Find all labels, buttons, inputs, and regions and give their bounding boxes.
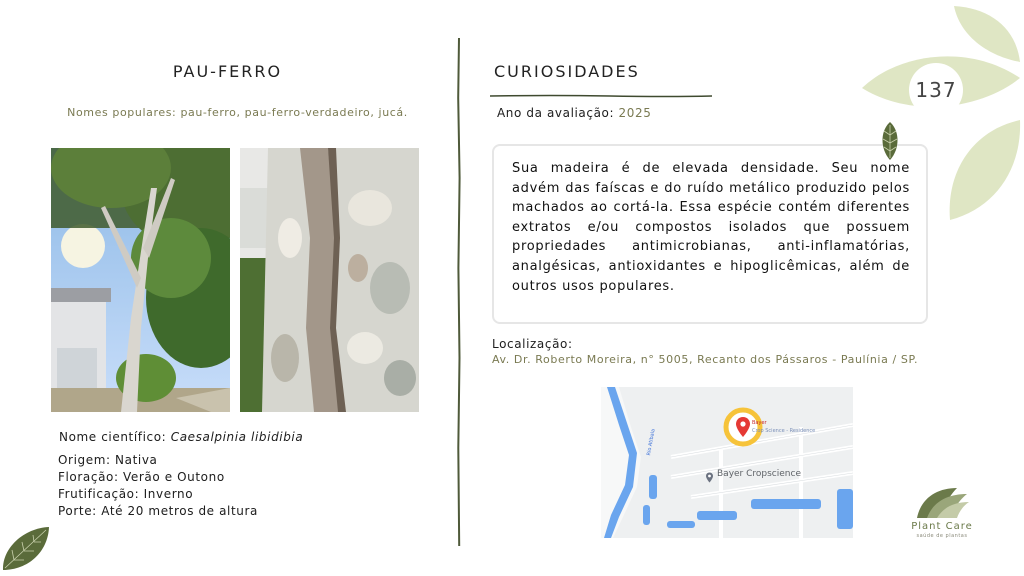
map-pin-label: Bayer	[752, 420, 767, 426]
column-divider	[456, 38, 462, 546]
location-pin-icon	[704, 468, 715, 479]
leaf-icon	[0, 524, 52, 572]
tree-photo	[51, 148, 230, 412]
map-road-label: Rio Atibaia	[646, 428, 657, 457]
location-label: Localização:	[492, 337, 573, 351]
plant-title: PAU-FERRO	[172, 62, 283, 81]
title-underline	[490, 84, 712, 90]
fact-height: Porte: Até 20 metros de altura	[58, 504, 258, 518]
bark-photo	[240, 148, 419, 412]
leaf-icon	[878, 121, 902, 161]
year-value: 2025	[618, 106, 652, 120]
logo-name: Plant Care	[911, 521, 973, 532]
fact-flowering: Floração: Verão e Outono	[58, 470, 225, 484]
logo-tagline: saúde de plantas	[916, 533, 968, 539]
map-place-label: Bayer Cropscience	[717, 469, 801, 479]
plant-care-logo-icon	[913, 486, 971, 520]
map-pin-icon[interactable]	[722, 406, 764, 448]
plant-facts	[58, 452, 258, 520]
scientific-name: Caesalpinia libidibia	[170, 430, 304, 444]
popular-names: Nomes populares: pau-ferro, pau-ferro-verdadeiro, jucá.	[67, 106, 408, 119]
plant-number-badge: 137	[909, 63, 963, 117]
year-label: Ano da avaliação:	[497, 106, 615, 120]
fact-fruiting: Frutificação: Inverno	[58, 487, 194, 501]
section-title: CURIOSIDADES	[494, 62, 640, 81]
scientific-label: Nome científico:	[59, 430, 167, 444]
description-text: Sua madeira é de elevada densidade. Seu nome advém das faíscas e do ruído metálico produzido pelos machados ao cortá-la. Essa espécie contém diferentes extratos e/ou compostos isolados que possuem propriedades antimicrobianas, anti-inflamatórias, analgésicas, antioxidantes e hipoglicêmicas, além de outros usos populares.	[512, 161, 910, 294]
scientific-name-line	[59, 430, 303, 444]
evaluation-year	[497, 106, 652, 120]
fact-origin: Origem: Nativa	[58, 453, 158, 467]
map-pin-sublabel: Crop Science - Residence	[752, 428, 816, 434]
location-address: Av. Dr. Roberto Moreira, n° 5005, Recanto dos Pássaros - Paulínia / SP.	[492, 353, 919, 366]
